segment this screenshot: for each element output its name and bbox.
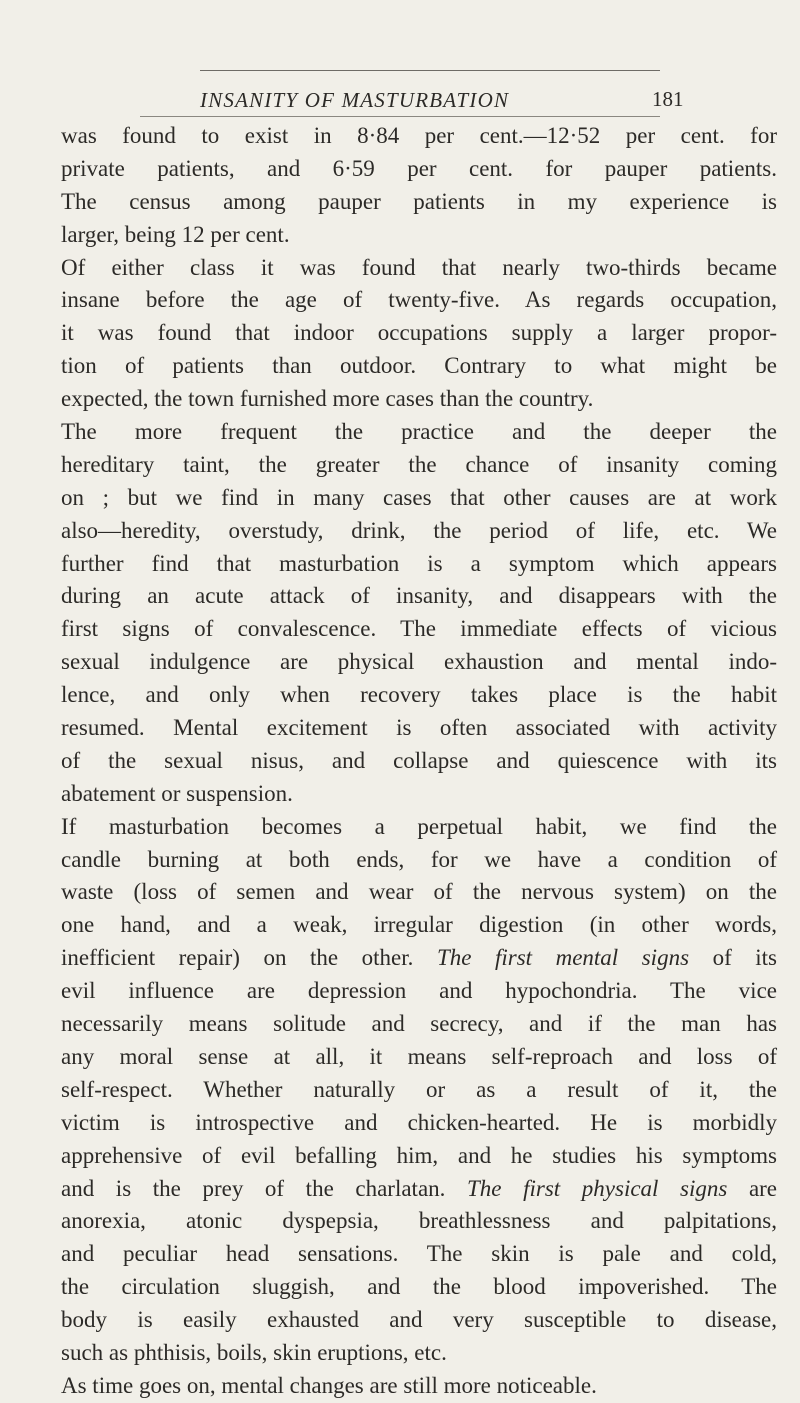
text-segment: are: [727, 1175, 778, 1201]
text-line: abatement or suspension.: [61, 780, 293, 806]
header-rule-bottom: [140, 116, 660, 117]
text-line: evil influence are depression and hypochondria. The vice: [61, 978, 777, 1004]
text-line: The census among pauper patients in my experience is: [61, 188, 777, 214]
text-line: anorexia, atonic dyspepsia, breathlessness and palpitations,: [61, 1208, 777, 1234]
text-line-mixed: [61, 942, 777, 975]
text-line: of the sexual nisus, and collapse and quiescence with its: [61, 747, 777, 773]
text-line: the circulation sluggish, and the blood impoverished. The: [61, 1274, 777, 1300]
text-segment: of its: [689, 945, 778, 971]
text-line: private patients, and 6·59 per cent. for pauper patients.: [61, 155, 777, 181]
body-text: [61, 120, 777, 1403]
text-line: If masturbation becomes a perpetual habit, we find the: [61, 813, 777, 839]
page-header: [140, 62, 800, 118]
text-segment: inefficient repair) on the other.: [61, 945, 414, 971]
text-line: sexual indulgence are physical exhaustion and mental indo-: [61, 649, 777, 675]
text-segment: and is the prey of the charlatan.: [61, 1175, 446, 1201]
text-line: body is easily exhausted and very susceptible to disease,: [61, 1307, 777, 1333]
text-line: expected, the town furnished more cases than the country.: [61, 386, 594, 412]
text-line: As time goes on, mental changes are still more noticeable.: [61, 1372, 597, 1398]
text-line: self-respect. Whether naturally or as a result of it, the: [61, 1076, 777, 1102]
text-line: tion of patients than outdoor. Contrary to what might be: [61, 353, 777, 379]
text-line: was found to exist in 8·84 per cent.—12·52 per cent. for: [61, 123, 777, 148]
text-line: victim is introspective and chicken-hearted. He is morbidly: [61, 1109, 777, 1135]
text-line: larger, being 12 per cent.: [61, 221, 290, 247]
text-line: it was found that indoor occupations supply a larger propor-: [61, 320, 777, 346]
text-line: first signs of convalescence. The immediate effects of vicious: [61, 616, 777, 642]
text-line: insane before the age of twenty-five. As regards occupation,: [61, 287, 777, 313]
running-head: INSANITY OF MASTURBATION: [200, 88, 510, 112]
text-line: one hand, and a weak, irregular digestion (in other words,: [61, 912, 777, 938]
header-rule-top: [200, 70, 660, 71]
text-line: during an acute attack of insanity, and disappears with the: [61, 583, 777, 609]
text-line: further find that masturbation is a symptom which appears: [61, 550, 777, 576]
italic-phrase: The first physical signs: [467, 1175, 728, 1201]
text-line: Of either class it was found that nearly two-thirds became: [61, 254, 777, 280]
page-number: 181: [652, 87, 684, 111]
text-line: on ; but we find in many cases that other causes are at work: [61, 484, 777, 510]
text-line: and peculiar head sensations. The skin is pale and cold,: [61, 1241, 777, 1267]
text-line: any moral sense at all, it means self-reproach and loss of: [61, 1043, 777, 1069]
text-line: apprehensive of evil befalling him, and he studies his symptoms: [61, 1142, 777, 1168]
text-line-mixed: [61, 1173, 777, 1206]
text-line: resumed. Mental excitement is often associated with activity: [61, 715, 777, 741]
text-line: lence, and only when recovery takes place is the habit: [61, 682, 777, 708]
italic-phrase: The first mental signs: [436, 945, 690, 971]
text-line: The more frequent the practice and the deeper the: [61, 419, 777, 445]
text-line: necessarily means solitude and secrecy, and if the man has: [61, 1011, 777, 1037]
text-line: also—heredity, overstudy, drink, the period of life, etc. We: [61, 517, 777, 543]
text-line: waste (loss of semen and wear of the nervous system) on the: [61, 879, 777, 905]
text-line: hereditary taint, the greater the chance of insanity coming: [61, 451, 777, 477]
text-line: such as phthisis, boils, skin eruptions, etc.: [61, 1339, 447, 1365]
text-line: candle burning at both ends, for we have a condition of: [61, 846, 777, 872]
